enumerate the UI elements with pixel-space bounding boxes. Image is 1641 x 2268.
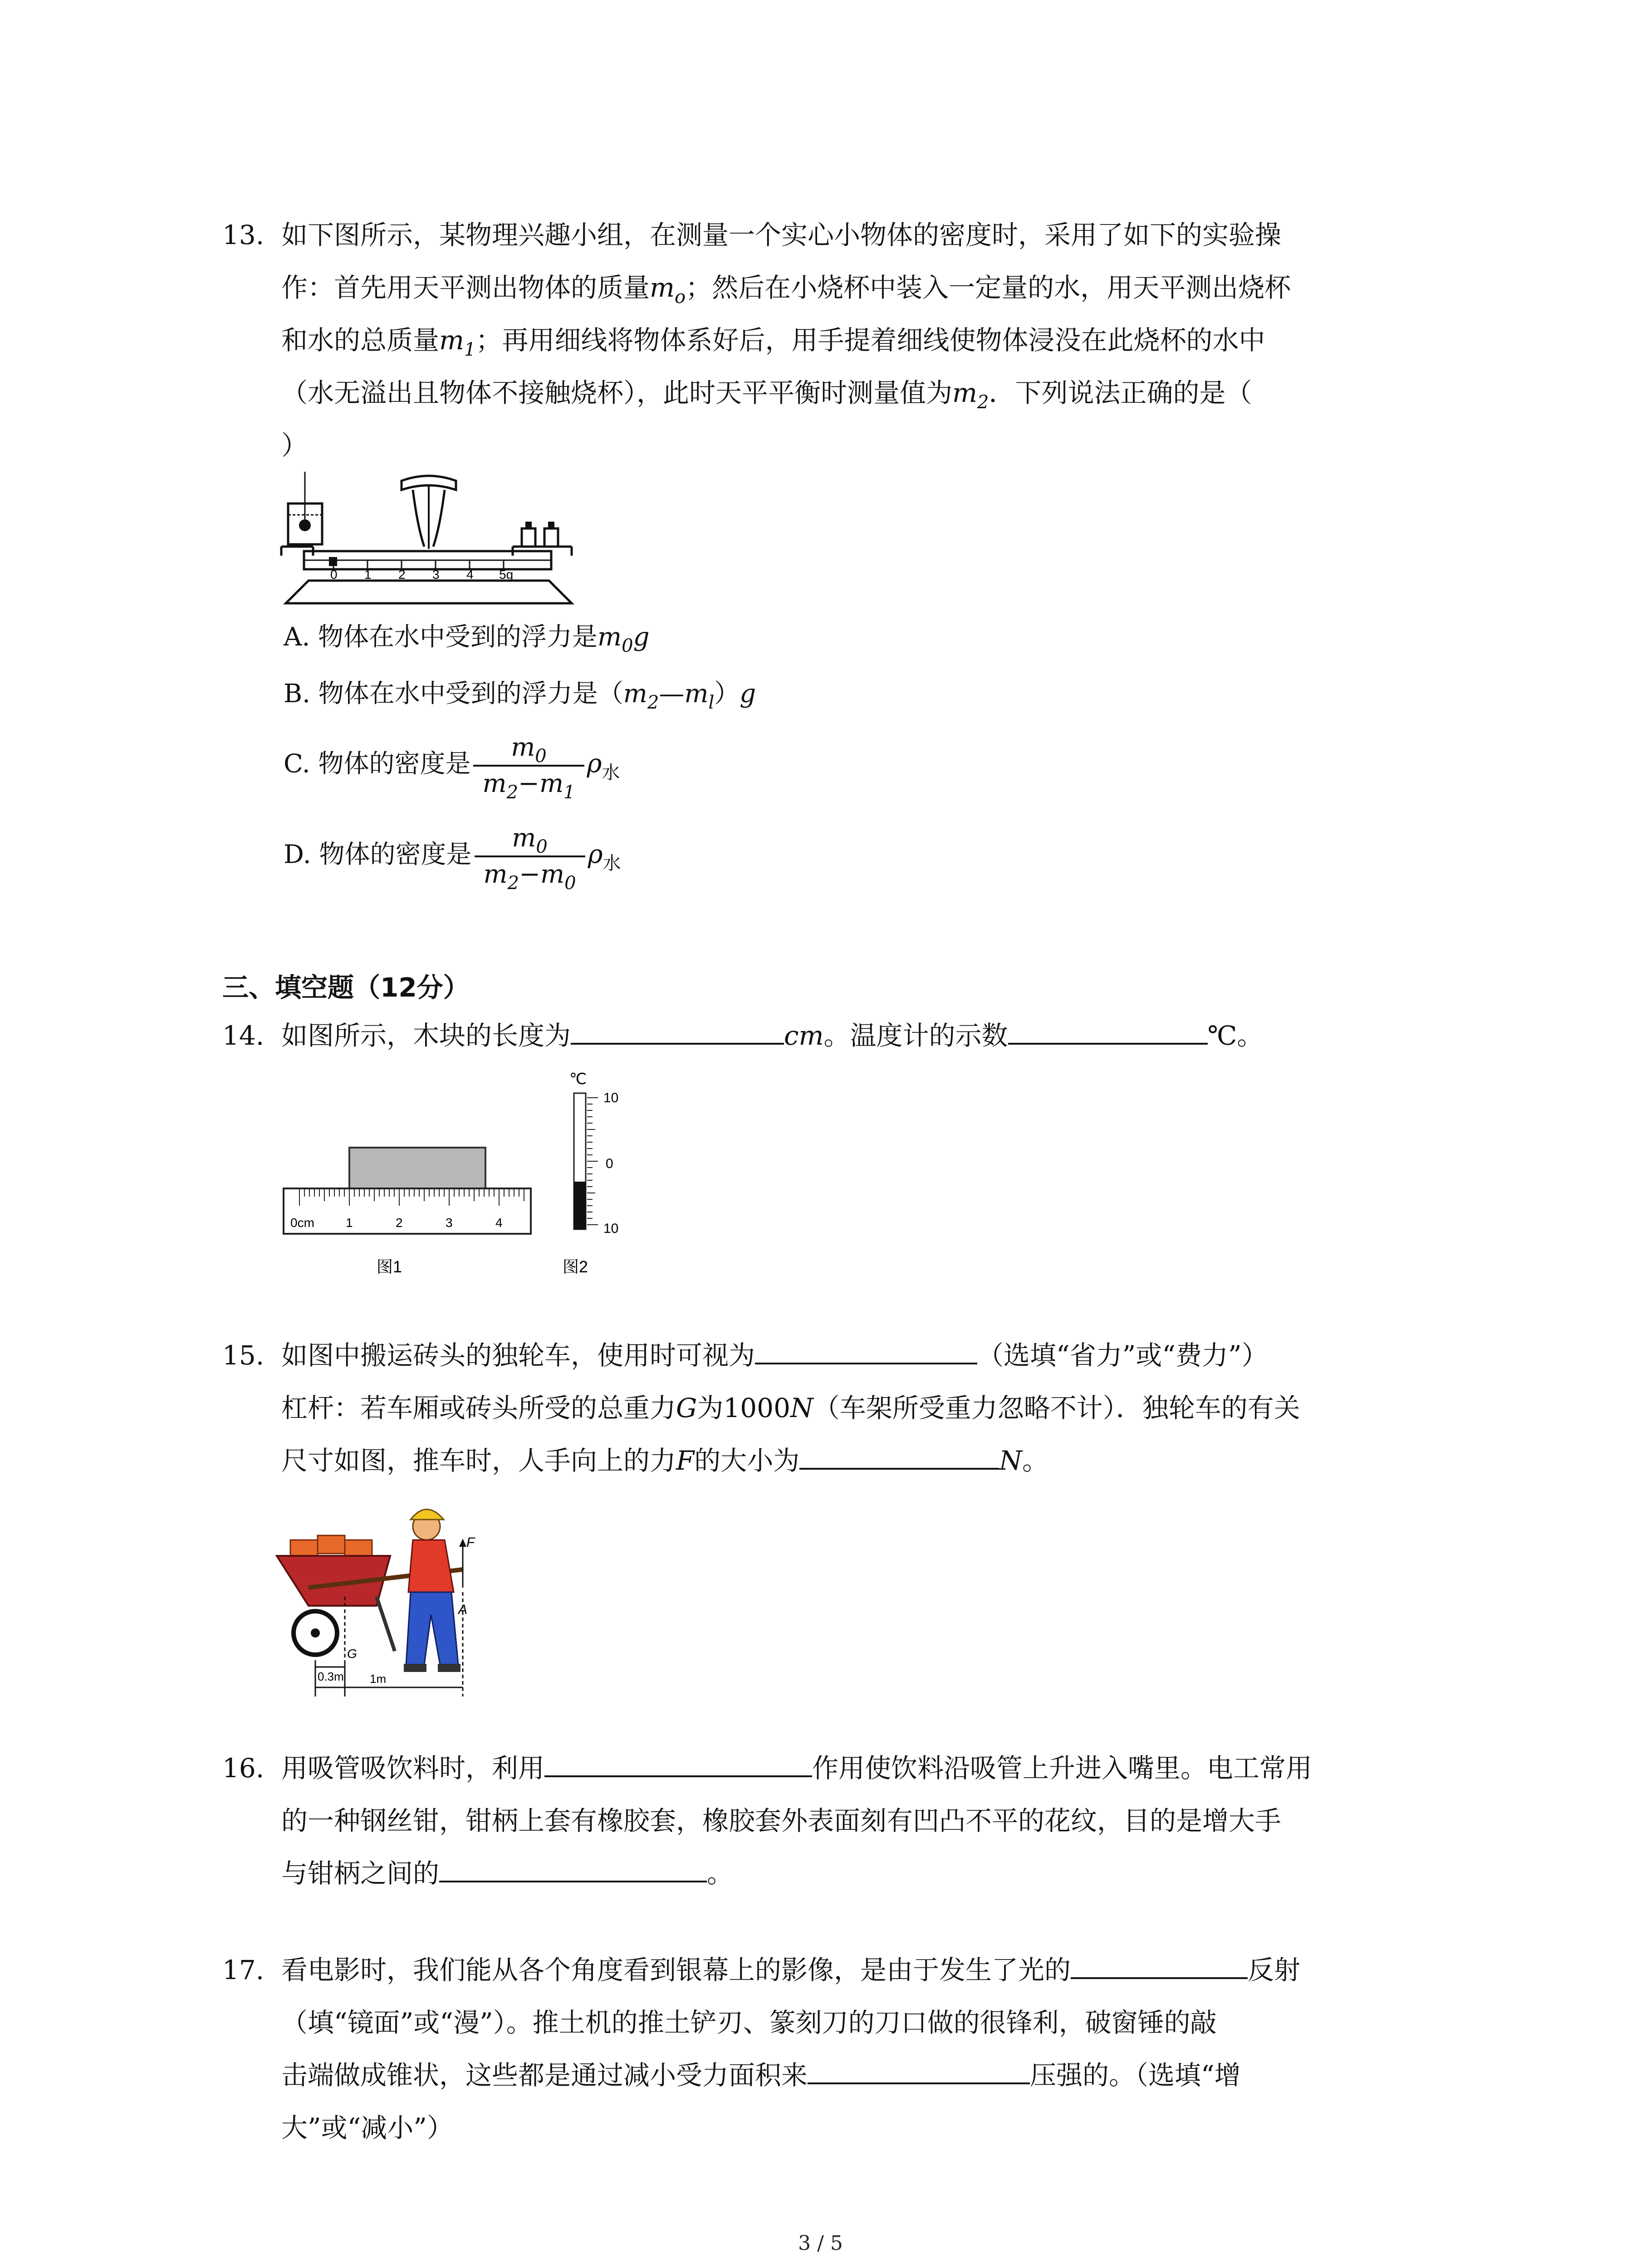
worker-trousers (406, 1592, 458, 1665)
question-14 (222, 1009, 1447, 1062)
label-a: A (458, 1602, 468, 1617)
q14-line-1: 如图所示，木块的长度为 cm。温度计的示数 ℃。 (281, 1009, 1447, 1062)
blank-pressure-source[interactable] (544, 1742, 812, 1777)
question-number: 14. (222, 1020, 265, 1051)
mass-m-o: $m_o$ (650, 272, 686, 308)
label-f: F (466, 1535, 475, 1550)
question-number: 15. (222, 1340, 265, 1371)
label-g: G (347, 1647, 357, 1661)
blank-force-value[interactable] (799, 1434, 999, 1470)
page-number: 3 / 5 (798, 2232, 843, 2255)
question-15 (222, 1329, 1447, 1487)
density-fraction: $\frac{m_0}{m_2-m_1}$ (473, 730, 584, 801)
hard-hat (411, 1510, 444, 1520)
q13-line-4: （水无溢出且物体不接触烧杯），此时天平平衡时测量值为$m_2$．下列说法正确的是（ (281, 377, 1252, 413)
q17-line-2: （填“镜面”或“漫”）。推土机的推土铲刃、篆刻刀的刀口做的很锋利，破窗锤的敲 (281, 2007, 1217, 2038)
q15-line-1: 如图中搬运砖头的独轮车，使用时可视为 （选填“省力”或“费力”） (281, 1329, 1447, 1382)
question-17 (222, 1944, 1447, 2154)
q17-line-4: 大”或“减小”） (281, 2112, 453, 2143)
blank-pressure-change[interactable] (808, 2049, 1030, 2084)
mass-m-1: $m_1$ (439, 325, 476, 360)
mass-m-2: $m_2$ (952, 377, 989, 413)
small-object (299, 519, 311, 531)
thermometer-unit: ℃ (569, 1070, 587, 1088)
ruler-label: 0cm (290, 1216, 314, 1230)
thermometer-figure (554, 1066, 644, 1284)
ruler-label: 1 (346, 1216, 353, 1230)
question-16 (222, 1742, 1447, 1900)
weight-block (522, 528, 535, 547)
q13-option-c[interactable]: C. 物体的密度是 $\frac{m_0}{m_2-m_1}$ $\rho_水$ (284, 730, 620, 801)
question-number: 16. (222, 1753, 265, 1784)
beam-tick-label: 1 (364, 567, 372, 582)
figure-caption: 图1 (377, 1257, 402, 1276)
beam-tick-label: 4 (466, 567, 474, 582)
wooden-block (349, 1148, 485, 1188)
q13-option-d[interactable]: D. 物体的密度是 $\frac{m_0}{m_2-m_0}$ $\rho_水$ (284, 821, 621, 892)
beam-tick-label: 2 (398, 567, 406, 582)
density-fraction: $\frac{m_0}{m_2-m_0}$ (475, 821, 585, 892)
beam-tick-label: 3 (432, 567, 440, 582)
thermometer-liquid (574, 1182, 586, 1229)
label-1m: 1m (370, 1672, 387, 1686)
weight-block (544, 528, 558, 547)
label-03m: 0.3m (318, 1670, 344, 1683)
blank-friction[interactable] (439, 1847, 707, 1882)
figure-caption: 图2 (563, 1257, 588, 1276)
question-number: 17. (222, 1955, 265, 1985)
thermometer-ticks (587, 1098, 598, 1225)
question-number: 13. (222, 220, 265, 250)
q13-option-b[interactable]: B. 物体在水中受到的浮力是$(m_2—m_l)g$ (284, 679, 756, 713)
q15-line-3: 尺寸如图，推车时，人手向上的力F的大小为 N。 (281, 1434, 1447, 1487)
q17-line-3: 击端做成锥状，这些都是通过减小受力面积来 压强的。（选填“增 (281, 2049, 1447, 2102)
ruler-label: 3 (446, 1216, 453, 1230)
blank-wood-length[interactable] (571, 1009, 784, 1045)
thermometer-label: 0 (606, 1156, 613, 1171)
ruler-label: 4 (495, 1216, 503, 1230)
question-13 (222, 209, 1447, 472)
q13-option-a[interactable]: A. 物体在水中受到的浮力是$m_0g$ (284, 622, 650, 656)
blank-lever-type[interactable] (755, 1329, 977, 1364)
blank-reflection-type[interactable] (1071, 1944, 1248, 1979)
section-heading: 三、填空题（12分） (222, 972, 470, 1003)
brick (318, 1535, 345, 1554)
wheelbarrow-figure (272, 1488, 490, 1696)
q16-line-3: 与钳柄之间的 。 (281, 1847, 1447, 1900)
ruler-figure (281, 1134, 535, 1284)
worker-shirt (408, 1540, 454, 1592)
q13-line-3: 和水的总质量$m_1$；再用细线将物体系好后，用手提着细线使物体浸没在此烧杯的水中 (281, 325, 1265, 360)
wheelbarrow-leg (377, 1597, 395, 1651)
beam-tick-label: 5g (499, 567, 514, 582)
balance-scale-figure (277, 472, 576, 608)
q15-line-2: 杠杆：若车厢或砖头所受的总重力G为1000N（车架所受重力忽略不计）．独轮车的有关 (281, 1393, 1300, 1423)
q16-line-2: 的一种钢丝钳，钳柄上套有橡胶套，橡胶套外表面刻有凹凸不平的花纹，目的是增大手 (281, 1805, 1282, 1836)
q17-line-1: 看电影时，我们能从各个角度看到银幕上的影像，是由于发生了光的 反射 (281, 1944, 1447, 1996)
balance-base (286, 581, 572, 603)
q13-line-1: 如下图所示，某物理兴趣小组，在测量一个实心小物体的密度时，采用了如下的实验操 (281, 220, 1282, 250)
q16-line-1: 用吸管吸饮料时，利用 作用使饮料沿吸管上升进入嘴里。电工常用 (281, 1742, 1447, 1794)
q13-line-2: 作：首先用天平测出物体的质量$m_o$；然后在小烧杯中装入一定量的水，用天平测出烧杯 (281, 272, 1291, 308)
ruler-label: 2 (396, 1216, 403, 1230)
blank-temperature[interactable] (1008, 1009, 1208, 1045)
rider-weight (329, 557, 337, 566)
beam-tick-label: 0 (330, 567, 338, 582)
thermometer-label: 10 (603, 1221, 619, 1236)
q13-line-5: ） (281, 430, 308, 461)
thermometer-label: 10 (603, 1090, 619, 1105)
